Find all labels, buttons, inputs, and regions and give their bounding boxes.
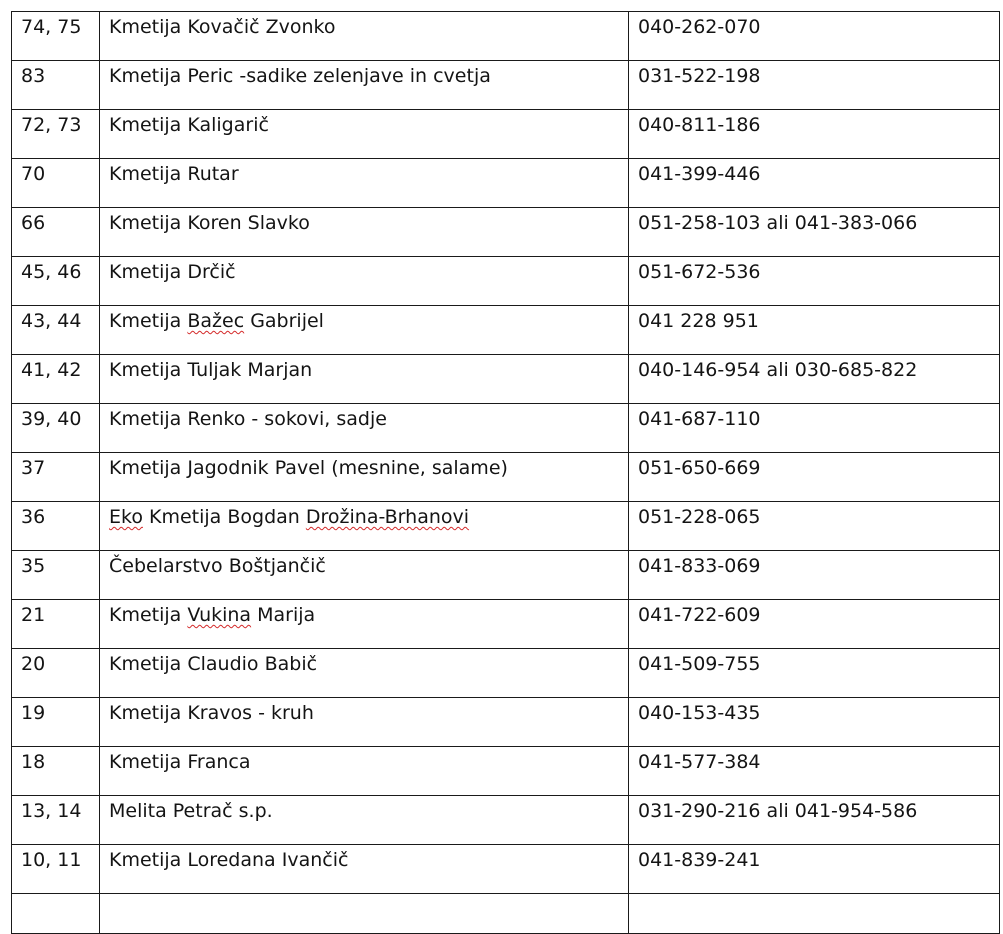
vendor-phone: 040-262-070 bbox=[629, 12, 1000, 61]
vendor-name: Kmetija Bažec Gabrijel bbox=[100, 306, 629, 355]
spellcheck-flagged-word: Bažec bbox=[187, 310, 245, 332]
stand-number: 39, 40 bbox=[12, 404, 100, 453]
spellcheck-flagged-word: Drožina-Brhanovi bbox=[305, 506, 470, 528]
vendor-phone: 051-258-103 ali 041-383-066 bbox=[629, 208, 1000, 257]
vendor-name: Melita Petrač s.p. bbox=[100, 796, 629, 845]
stand-number: 10, 11 bbox=[12, 845, 100, 894]
table-row bbox=[12, 796, 1000, 845]
stand-number: 21 bbox=[12, 600, 100, 649]
table-row bbox=[12, 110, 1000, 159]
vendor-name: Kmetija Kravos - kruh bbox=[100, 698, 629, 747]
vendor-phone: 051-672-536 bbox=[629, 257, 1000, 306]
spellcheck-flagged-word: Vukina bbox=[187, 604, 252, 626]
vendor-name: Kmetija Vukina Marija bbox=[100, 600, 629, 649]
vendor-name: Kmetija Claudio Babič bbox=[100, 649, 629, 698]
stand-number: 13, 14 bbox=[12, 796, 100, 845]
vendor-name: Kmetija Tuljak Marjan bbox=[100, 355, 629, 404]
document-page bbox=[11, 11, 999, 934]
vendor-phone: 041-509-755 bbox=[629, 649, 1000, 698]
stand-number: 70 bbox=[12, 159, 100, 208]
vendor-phone: 040-146-954 ali 030-685-822 bbox=[629, 355, 1000, 404]
stand-number: 20 bbox=[12, 649, 100, 698]
table-row bbox=[12, 159, 1000, 208]
vendor-phone: 041-722-609 bbox=[629, 600, 1000, 649]
table-row bbox=[12, 600, 1000, 649]
empty-cell bbox=[100, 894, 629, 934]
vendor-name: Kmetija Rutar bbox=[100, 159, 629, 208]
table-row-partial bbox=[12, 894, 1000, 934]
vendor-name: Kmetija Loredana Ivančič bbox=[100, 845, 629, 894]
table-row bbox=[12, 306, 1000, 355]
stand-number: 41, 42 bbox=[12, 355, 100, 404]
stand-number: 37 bbox=[12, 453, 100, 502]
vendor-name: Kmetija Jagodnik Pavel (mesnine, salame) bbox=[100, 453, 629, 502]
stand-number: 35 bbox=[12, 551, 100, 600]
table-row bbox=[12, 257, 1000, 306]
vendor-phone: 041-833-069 bbox=[629, 551, 1000, 600]
stand-number: 74, 75 bbox=[12, 12, 100, 61]
vendor-name: Kmetija Peric -sadike zelenjave in cvetja bbox=[100, 61, 629, 110]
vendor-name: Kmetija Kaligarič bbox=[100, 110, 629, 159]
vendor-directory-table bbox=[11, 11, 1000, 934]
table-row bbox=[12, 747, 1000, 796]
vendor-name: Kmetija Renko - sokovi, sadje bbox=[100, 404, 629, 453]
vendor-phone: 041-687-110 bbox=[629, 404, 1000, 453]
table-row bbox=[12, 845, 1000, 894]
empty-cell bbox=[629, 894, 1000, 934]
empty-cell bbox=[12, 894, 100, 934]
vendor-phone: 051-650-669 bbox=[629, 453, 1000, 502]
vendor-phone: 041-399-446 bbox=[629, 159, 1000, 208]
vendor-phone: 040-811-186 bbox=[629, 110, 1000, 159]
vendor-name: Kmetija Franca bbox=[100, 747, 629, 796]
stand-number: 72, 73 bbox=[12, 110, 100, 159]
vendor-phone: 031-290-216 ali 041-954-586 bbox=[629, 796, 1000, 845]
vendor-phone: 041-839-241 bbox=[629, 845, 1000, 894]
stand-number: 18 bbox=[12, 747, 100, 796]
stand-number: 43, 44 bbox=[12, 306, 100, 355]
table-row bbox=[12, 208, 1000, 257]
table-row bbox=[12, 12, 1000, 61]
table-row bbox=[12, 502, 1000, 551]
stand-number: 83 bbox=[12, 61, 100, 110]
vendor-phone: 041-577-384 bbox=[629, 747, 1000, 796]
vendor-name: Eko Kmetija Bogdan Drožina-Brhanovi bbox=[100, 502, 629, 551]
table-row bbox=[12, 649, 1000, 698]
vendor-name: Kmetija Koren Slavko bbox=[100, 208, 629, 257]
vendor-phone: 031-522-198 bbox=[629, 61, 1000, 110]
table-row bbox=[12, 404, 1000, 453]
stand-number: 45, 46 bbox=[12, 257, 100, 306]
vendor-phone: 041 228 951 bbox=[629, 306, 1000, 355]
vendor-name: Čebelarstvo Boštjančič bbox=[100, 551, 629, 600]
stand-number: 66 bbox=[12, 208, 100, 257]
stand-number: 19 bbox=[12, 698, 100, 747]
stand-number: 36 bbox=[12, 502, 100, 551]
vendor-phone: 040-153-435 bbox=[629, 698, 1000, 747]
table-row bbox=[12, 355, 1000, 404]
table-row bbox=[12, 551, 1000, 600]
vendor-name: Kmetija Kovačič Zvonko bbox=[100, 12, 629, 61]
vendor-phone: 051-228-065 bbox=[629, 502, 1000, 551]
table-row bbox=[12, 61, 1000, 110]
table-row bbox=[12, 453, 1000, 502]
vendor-name: Kmetija Drčič bbox=[100, 257, 629, 306]
table-row bbox=[12, 698, 1000, 747]
spellcheck-flagged-word: Eko bbox=[109, 506, 143, 528]
